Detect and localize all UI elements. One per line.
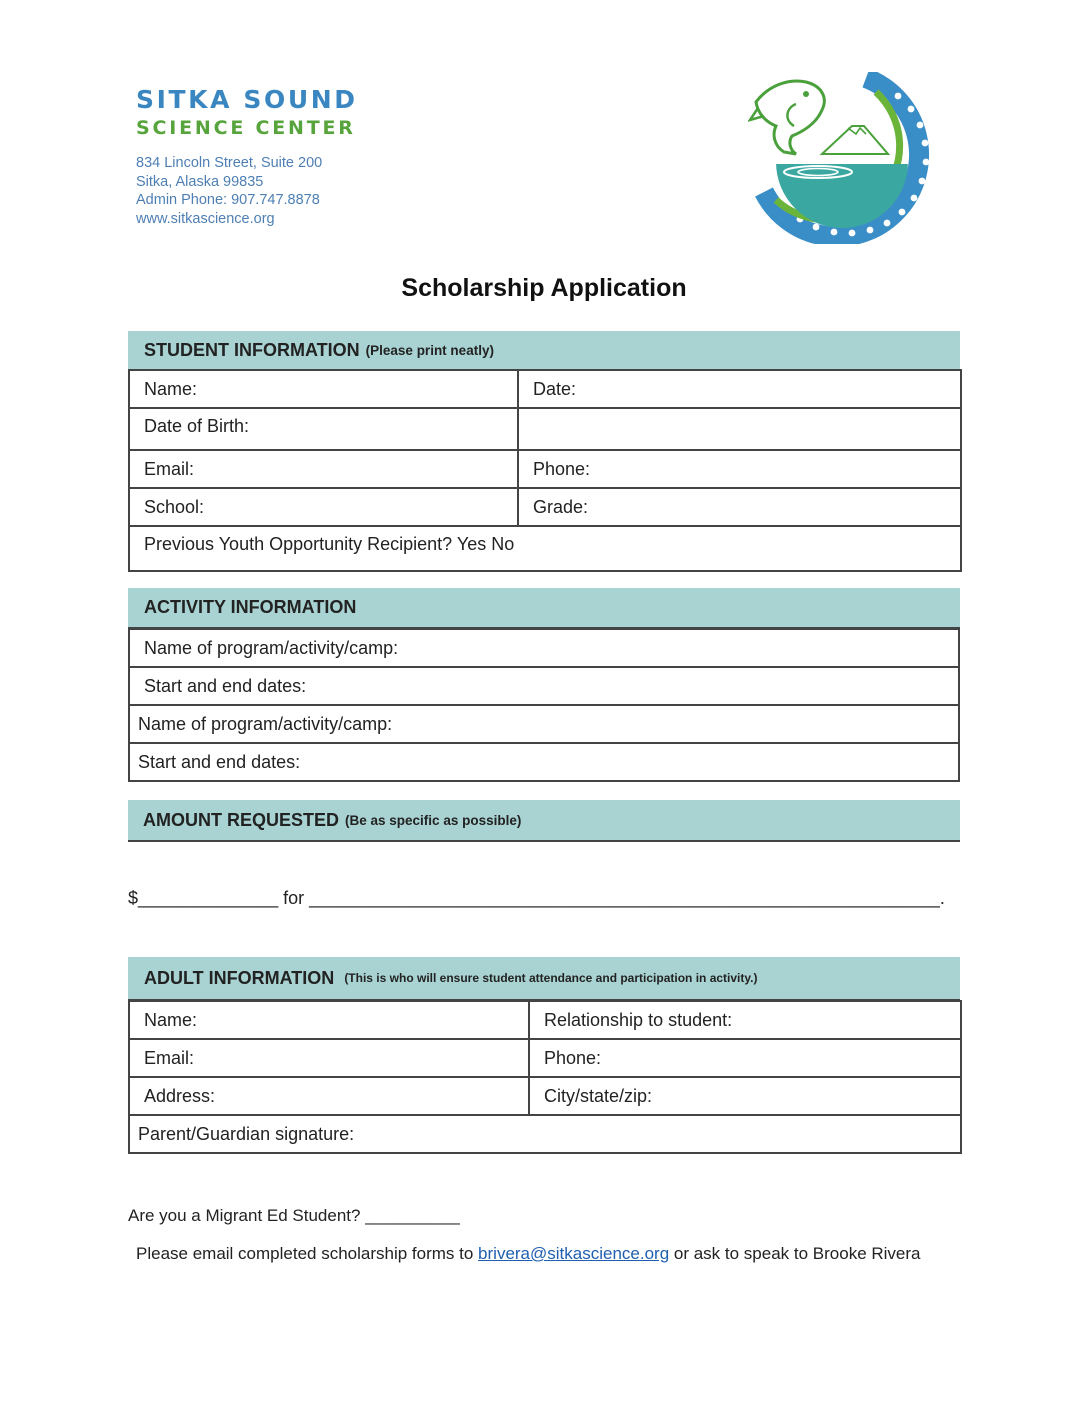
start-end-dates-field-2[interactable]: Start and end dates: [129,743,959,781]
city-state-zip-field[interactable]: City/state/zip: [529,1077,961,1115]
instructions-suffix: or ask to speak to Brooke Rivera [669,1244,921,1263]
org-name-line2: SCIENCE CENTER [136,117,356,139]
amount-section-note: (Be as specific as possible) [345,812,522,828]
adult-info-table [128,1000,962,1154]
amount-requested-line[interactable]: $______________ for _______________________________________________________________. [128,888,945,908]
migrant-ed-question[interactable]: Are you a Migrant Ed Student? __________ [128,1206,460,1225]
adult-phone-field[interactable]: Phone: [529,1039,961,1077]
student-info-table [128,369,962,572]
contact-email-link[interactable]: brivera@sitkascience.org [478,1244,670,1263]
adult-address-field[interactable]: Address: [129,1077,529,1115]
org-city: Sitka, Alaska 99835 [136,173,264,190]
student-name-field[interactable]: Name: [129,370,518,408]
adult-section-title: ADULT INFORMATION [144,967,335,988]
program-name-field-1[interactable]: Name of program/activity/camp: [129,629,959,667]
student-dob-field[interactable]: Date of Birth: [129,408,518,450]
org-street: 834 Lincoln Street, Suite 200 [136,155,323,171]
organization-header [136,86,358,228]
amount-section-header [128,800,960,842]
org-phone: Admin Phone: 907.747.8878 [136,192,320,208]
student-date-field[interactable]: Date: [518,370,961,408]
activity-info-table [128,628,960,782]
student-school-field[interactable]: School: [129,488,518,526]
student-section-note: (Please print neatly) [365,342,494,358]
adult-email-field[interactable]: Email: [129,1039,529,1077]
student-grade-field[interactable]: Grade: [518,488,961,526]
sitka-logo-icon [748,72,944,244]
amount-section-title: AMOUNT REQUESTED [143,809,340,830]
student-phone-field[interactable]: Phone: [518,450,961,488]
submission-instructions [136,1244,921,1264]
student-section-header [128,331,960,371]
page-title: Scholarship Application [401,274,687,302]
relationship-field[interactable]: Relationship to student: [529,1001,961,1039]
org-address-block [136,154,358,228]
org-name-line1: SITKA SOUND [136,85,358,114]
adult-name-field[interactable]: Name: [129,1001,529,1039]
instructions-prefix: Please email completed scholarship forms to [136,1244,479,1263]
adult-section-header [128,957,960,1001]
activity-section-header [128,588,960,629]
student-section-title: STUDENT INFORMATION [144,339,360,360]
previous-recipient-field[interactable]: Previous Youth Opportunity Recipient? Yes No [129,526,961,571]
activity-section-title: ACTIVITY INFORMATION [144,597,357,617]
program-name-field-2[interactable]: Name of program/activity/camp: [129,705,959,743]
student-empty-cell[interactable] [518,408,961,450]
start-end-dates-field-1[interactable]: Start and end dates: [129,667,959,705]
guardian-signature-field[interactable]: Parent/Guardian signature: [129,1115,961,1153]
student-email-field[interactable]: Email: [129,450,518,488]
adult-section-note: (This is who will ensure student attendance and participation in activity.) [344,971,758,985]
org-website: www.sitkascience.org [136,210,275,227]
